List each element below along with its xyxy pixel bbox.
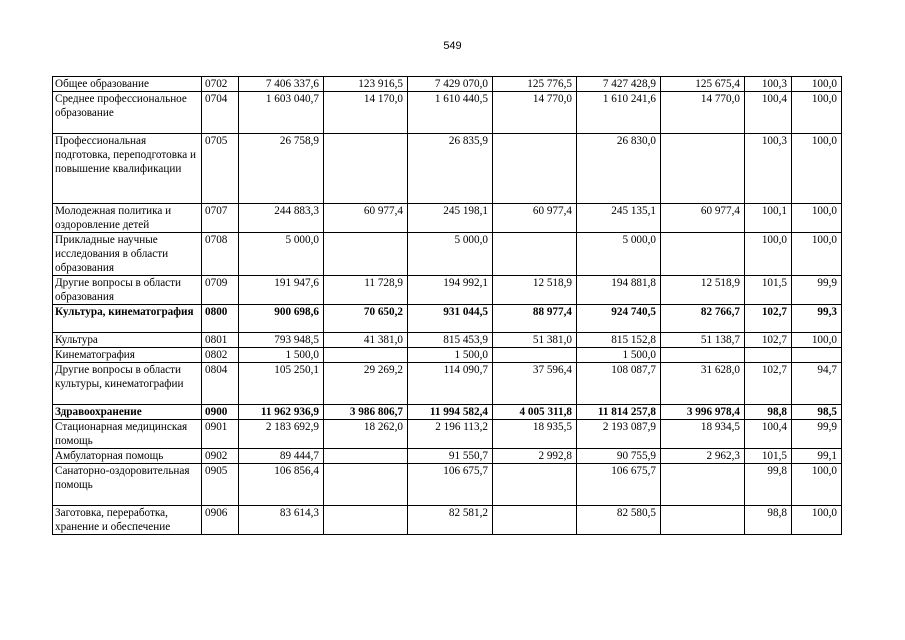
- table-row: [53, 233, 842, 276]
- cell-value: 89 444,7: [239, 449, 324, 464]
- cell-percent: 102,7: [745, 305, 792, 333]
- row-code: 0901: [202, 420, 239, 449]
- cell-value: 26 758,9: [239, 134, 324, 204]
- cell-value: 900 698,6: [239, 305, 324, 333]
- row-name: Здравоохранение: [53, 405, 202, 420]
- cell-value: 91 550,7: [408, 449, 493, 464]
- cell-percent: 98,8: [745, 506, 792, 535]
- cell-value: [661, 464, 745, 506]
- cell-value: 2 962,3: [661, 449, 745, 464]
- cell-percent: 100,0: [792, 134, 842, 204]
- cell-value: 31 628,0: [661, 363, 745, 405]
- cell-value: [493, 134, 577, 204]
- cell-value: 11 994 582,4: [408, 405, 493, 420]
- cell-value: 244 883,3: [239, 204, 324, 233]
- cell-value: 1 500,0: [408, 348, 493, 363]
- row-name: Профессиональная подготовка, переподготовка и повышение квалификации: [53, 134, 202, 204]
- cell-value: 29 269,2: [324, 363, 408, 405]
- cell-value: 3 986 806,7: [324, 405, 408, 420]
- row-name: Культура: [53, 333, 202, 348]
- cell-value: 7 429 070,0: [408, 77, 493, 92]
- cell-value: [324, 506, 408, 535]
- row-code: 0709: [202, 276, 239, 305]
- row-code: 0705: [202, 134, 239, 204]
- row-name: Кинематография: [53, 348, 202, 363]
- table-row: [53, 134, 842, 204]
- row-code: 0707: [202, 204, 239, 233]
- row-name: Культура, кинематография: [53, 305, 202, 333]
- cell-value: 2 193 087,9: [577, 420, 661, 449]
- cell-value: 7 427 428,9: [577, 77, 661, 92]
- cell-value: 1 603 040,7: [239, 92, 324, 134]
- page-number: 549: [443, 40, 462, 52]
- cell-value: 815 152,8: [577, 333, 661, 348]
- table-row: [53, 363, 842, 405]
- cell-value: 931 044,5: [408, 305, 493, 333]
- table-row: [53, 449, 842, 464]
- table-row: [53, 420, 842, 449]
- cell-value: 2 992,8: [493, 449, 577, 464]
- cell-percent: [792, 348, 842, 363]
- cell-value: 18 262,0: [324, 420, 408, 449]
- table-row: [53, 464, 842, 506]
- table-row: [53, 77, 842, 92]
- cell-value: 12 518,9: [493, 276, 577, 305]
- cell-value: 3 996 978,4: [661, 405, 745, 420]
- cell-value: [324, 348, 408, 363]
- table-body: [53, 77, 842, 535]
- cell-value: 114 090,7: [408, 363, 493, 405]
- cell-percent: 101,5: [745, 449, 792, 464]
- cell-percent: 100,0: [792, 204, 842, 233]
- row-name: Заготовка, переработка, хранение и обеспечение: [53, 506, 202, 535]
- row-code: 0704: [202, 92, 239, 134]
- row-code: 0801: [202, 333, 239, 348]
- cell-value: [661, 348, 745, 363]
- cell-percent: 94,7: [792, 363, 842, 405]
- cell-value: 106 675,7: [577, 464, 661, 506]
- cell-value: 5 000,0: [239, 233, 324, 276]
- cell-percent: 100,0: [792, 77, 842, 92]
- cell-value: 106 856,4: [239, 464, 324, 506]
- cell-percent: 100,3: [745, 134, 792, 204]
- cell-value: [324, 464, 408, 506]
- cell-value: 7 406 337,6: [239, 77, 324, 92]
- cell-percent: 100,1: [745, 204, 792, 233]
- row-name: Другие вопросы в области культуры, кинематографии: [53, 363, 202, 405]
- cell-value: 924 740,5: [577, 305, 661, 333]
- cell-value: [324, 233, 408, 276]
- cell-percent: 99,1: [792, 449, 842, 464]
- cell-value: [661, 233, 745, 276]
- cell-value: 245 135,1: [577, 204, 661, 233]
- cell-value: 106 675,7: [408, 464, 493, 506]
- cell-value: 51 381,0: [493, 333, 577, 348]
- cell-value: 194 992,1: [408, 276, 493, 305]
- cell-value: 83 614,3: [239, 506, 324, 535]
- row-name: Амбулаторная помощь: [53, 449, 202, 464]
- table-row: [53, 405, 842, 420]
- row-code: 0905: [202, 464, 239, 506]
- cell-value: [324, 134, 408, 204]
- cell-percent: 101,5: [745, 276, 792, 305]
- cell-value: 14 770,0: [493, 92, 577, 134]
- cell-percent: 99,9: [792, 276, 842, 305]
- budget-table: [52, 76, 842, 535]
- cell-value: 82 581,2: [408, 506, 493, 535]
- row-name: Молодежная политика и оздоровление детей: [53, 204, 202, 233]
- cell-value: 4 005 311,8: [493, 405, 577, 420]
- cell-value: 90 755,9: [577, 449, 661, 464]
- cell-value: 2 196 113,2: [408, 420, 493, 449]
- cell-value: [324, 449, 408, 464]
- cell-value: 1 500,0: [239, 348, 324, 363]
- cell-percent: 100,4: [745, 92, 792, 134]
- row-name: Санаторно-оздоровительная помощь: [53, 464, 202, 506]
- row-name: Общее образование: [53, 77, 202, 92]
- cell-value: 125 776,5: [493, 77, 577, 92]
- table-row: [53, 92, 842, 134]
- cell-value: 18 935,5: [493, 420, 577, 449]
- cell-value: 12 518,9: [661, 276, 745, 305]
- cell-percent: 98,8: [745, 405, 792, 420]
- cell-percent: 100,0: [792, 464, 842, 506]
- cell-value: 1 610 440,5: [408, 92, 493, 134]
- cell-value: 37 596,4: [493, 363, 577, 405]
- cell-value: 1 610 241,6: [577, 92, 661, 134]
- cell-value: 815 453,9: [408, 333, 493, 348]
- row-name: Другие вопросы в области образования: [53, 276, 202, 305]
- cell-value: 51 138,7: [661, 333, 745, 348]
- row-name: Прикладные научные исследования в области образования: [53, 233, 202, 276]
- cell-value: 60 977,4: [324, 204, 408, 233]
- cell-value: 11 728,9: [324, 276, 408, 305]
- cell-value: 26 830,0: [577, 134, 661, 204]
- cell-value: 123 916,5: [324, 77, 408, 92]
- row-code: 0902: [202, 449, 239, 464]
- row-code: 0906: [202, 506, 239, 535]
- row-code: 0900: [202, 405, 239, 420]
- table-row: [53, 305, 842, 333]
- cell-percent: 100,0: [745, 233, 792, 276]
- cell-value: 191 947,6: [239, 276, 324, 305]
- cell-value: [661, 134, 745, 204]
- cell-value: 5 000,0: [408, 233, 493, 276]
- cell-value: 14 770,0: [661, 92, 745, 134]
- cell-percent: 98,5: [792, 405, 842, 420]
- row-name: Стационарная медицинская помощь: [53, 420, 202, 449]
- cell-value: 60 977,4: [493, 204, 577, 233]
- cell-value: [661, 506, 745, 535]
- cell-percent: 100,0: [792, 506, 842, 535]
- cell-value: 60 977,4: [661, 204, 745, 233]
- cell-value: 18 934,5: [661, 420, 745, 449]
- table-row: [53, 276, 842, 305]
- row-code: 0702: [202, 77, 239, 92]
- cell-percent: 100,3: [745, 77, 792, 92]
- cell-percent: 99,9: [792, 420, 842, 449]
- cell-value: 14 170,0: [324, 92, 408, 134]
- cell-value: 26 835,9: [408, 134, 493, 204]
- cell-percent: 102,7: [745, 363, 792, 405]
- cell-value: 82 580,5: [577, 506, 661, 535]
- cell-value: 82 766,7: [661, 305, 745, 333]
- cell-value: 1 500,0: [577, 348, 661, 363]
- cell-percent: 99,3: [792, 305, 842, 333]
- table-row: [53, 333, 842, 348]
- cell-percent: 100,0: [792, 233, 842, 276]
- cell-percent: 100,0: [792, 333, 842, 348]
- cell-value: 2 183 692,9: [239, 420, 324, 449]
- cell-value: 11 814 257,8: [577, 405, 661, 420]
- cell-value: [493, 506, 577, 535]
- cell-value: [493, 348, 577, 363]
- table-row: [53, 348, 842, 363]
- cell-value: 793 948,5: [239, 333, 324, 348]
- cell-percent: 100,0: [792, 92, 842, 134]
- row-code: 0800: [202, 305, 239, 333]
- cell-value: 105 250,1: [239, 363, 324, 405]
- row-code: 0708: [202, 233, 239, 276]
- row-code: 0802: [202, 348, 239, 363]
- cell-value: 11 962 936,9: [239, 405, 324, 420]
- cell-value: 108 087,7: [577, 363, 661, 405]
- cell-value: [493, 233, 577, 276]
- cell-value: 125 675,4: [661, 77, 745, 92]
- cell-value: [493, 464, 577, 506]
- cell-percent: [745, 348, 792, 363]
- cell-value: 41 381,0: [324, 333, 408, 348]
- cell-value: 88 977,4: [493, 305, 577, 333]
- row-code: 0804: [202, 363, 239, 405]
- cell-percent: 99,8: [745, 464, 792, 506]
- cell-percent: 100,4: [745, 420, 792, 449]
- cell-value: 70 650,2: [324, 305, 408, 333]
- row-name: Среднее профессиональное образование: [53, 92, 202, 134]
- table-row: [53, 204, 842, 233]
- cell-value: 245 198,1: [408, 204, 493, 233]
- cell-value: 194 881,8: [577, 276, 661, 305]
- cell-percent: 102,7: [745, 333, 792, 348]
- cell-value: 5 000,0: [577, 233, 661, 276]
- table-row: [53, 506, 842, 535]
